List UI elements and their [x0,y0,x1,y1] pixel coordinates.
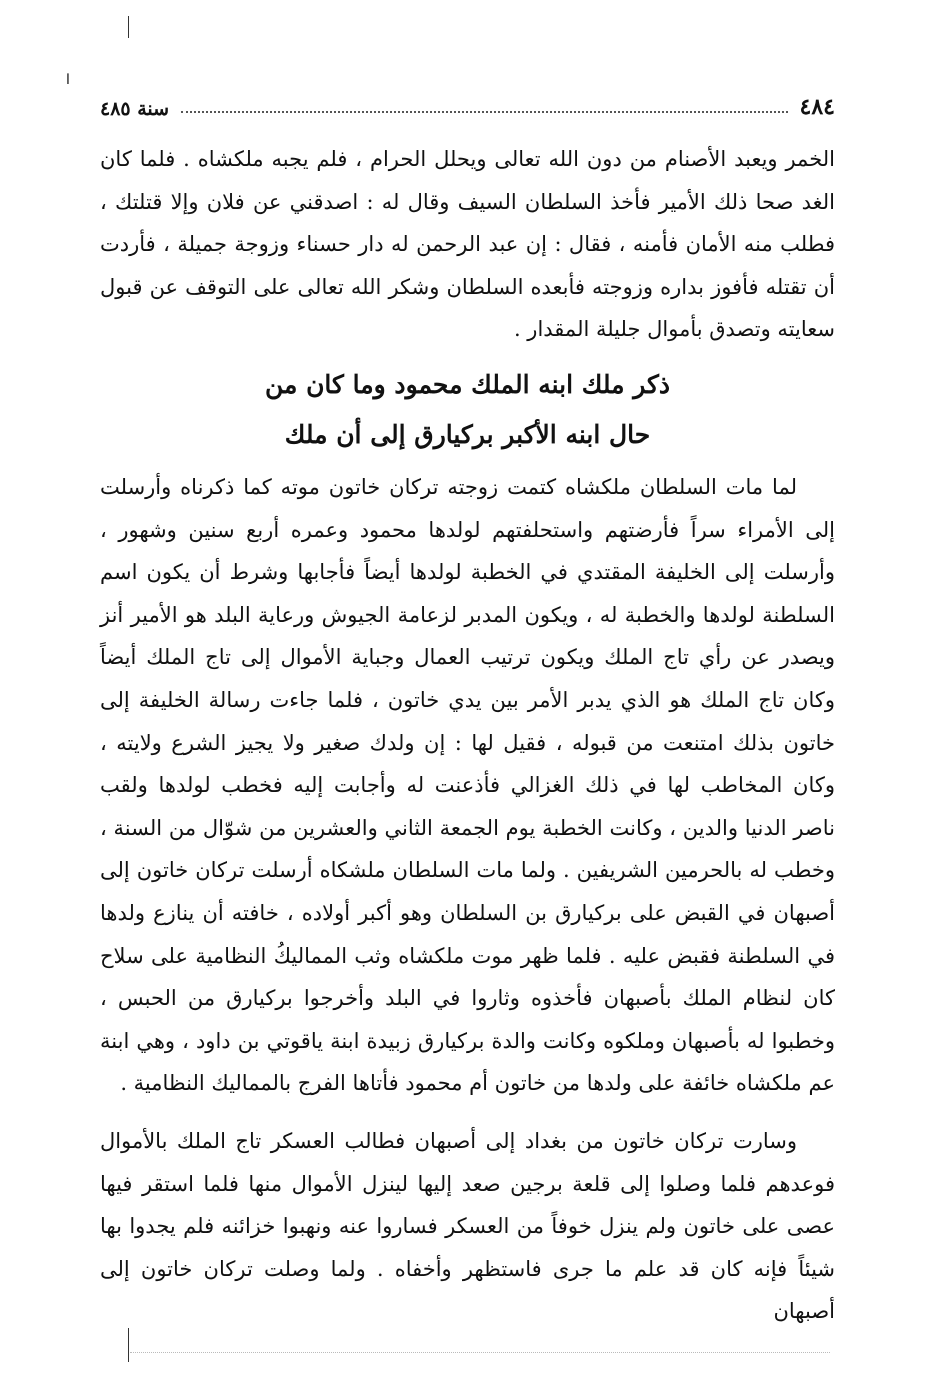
corner-mark: ا [66,72,70,88]
page-bottom-edge [130,1352,830,1361]
crop-mark-bottom [128,1328,129,1362]
page-number: ٤٨٤ [799,94,835,120]
paragraph-main [100,466,835,1105]
crop-mark-top [128,16,129,38]
paragraph-main-text: لما مات السلطان ملكشاه كتمت زوجته تركان خاتون موته كما ذكرناه وأرسلت إلى الأمراء سراً فأرضتهم واستحلفتهم لولدها محمود وعمره أربع سنين وشهور ، وأرسلت إلى الخليفة المقتدي في الخطبة لولدها أيضاً فأجابها وشرط أن يكون اسم السلطنة لولدها والخطبة له ، ويكون المدبر لزعامة الجيوش ورعاية البلد هو الأمير أنز ويصدر عن رأي تاج الملك ويكون ترتيب العمال وجباية الأموال إلى تاج الملك أيضاً وكان تاج الملك هو الذي يدبر الأمر بين يدي خاتون ، فلما جاءت رسالة الخليفة إلى خاتون بذلك امتنعت من قبوله ، فقيل لها : إن ولدك صغير ولا يجيز الشرع ولايته ، وكان المخاطب لها في ذلك الغزالي فأذعنت له وأجابت إليه فخطب لولدها ولقب ناصر الدنيا والدين ، وكانت الخطبة يوم الجمعة الثاني والعشرين من شوّال من السنة ، وخطب له بالحرمين الشريفين . ولما مات السلطان ملشكاه أرسلت تركان خاتون إلى أصبهان في القبض على بركيارق بن السلطان وهو أكبر أولاده ، خافته أن ينازع ولدها في السلطنة فقبض عليه . فلما ظهر موت ملكشاه وثب المماليكُ النظامية على سلاح كان لنظام الملك بأصبهان فأخذوه وثاروا في البلد وأخرجوا بركيارق من الحبس ، وخطبوا له بأصبهان وملكوه وكانت والدة بركيارق زبيدة ابنة ياقوتي بن داود ، وهي ابنة عم ملكشاه خائفة على ولدها من خاتون أم محمود فأتاها الفرج بالمماليك النظامية . [100,475,835,1096]
paragraph-top-text: الخمر ويعبد الأصنام من دون الله تعالى ويحلل الحرام ، فلم يجبه ملكشاه . فلما كان الغد صحا ذلك الأمير فأخذ السلطان السيف وقال له : اصدقني عن فلان وإلا قتلتك ، فطلب منه الأمان فأمنه ، فقال : إن عبد الرحمن له دار حسناء وزوجة جميلة ، فأردت أن تقتله فأفوز بداره وزوجته فأبعده السلطان وشكر الله تعالى على التوقف عن قبول سعايته وتصدق بأموال جليلة المقدار . [100,147,835,342]
paragraph-last-text: وسارت تركان خاتون من بغداد إلى أصبهان فطالب العسكر تاج الملك بالأموال فوعدهم فلما وصلوا إلى قلعة برجين صعد إليها لينزل الأموال منها فلما استقر فيها عصى على خاتون ولم ينزل خوفاً من العسكر فساروا عنه ونهبوا خزائنه فلم يجدوا بها شيئاً فإنه كان قد علم ما جرى فاستظهر وأخفاه . ولما وصلت تركان خاتون إلى أصبهان [100,1129,835,1324]
section-heading [100,360,835,460]
running-header [100,84,835,120]
paragraph-top [100,138,835,351]
header-dotted-leader [181,111,787,113]
paragraph-last [100,1120,835,1333]
header-year-label: سنة ٤٨٥ [100,98,170,120]
section-heading-line-1: ذكر ملك ابنه الملك محمود وما كان من [264,370,671,399]
section-heading-line-2: حال ابنه الأكبر بركيارق إلى أن ملك [284,420,651,449]
